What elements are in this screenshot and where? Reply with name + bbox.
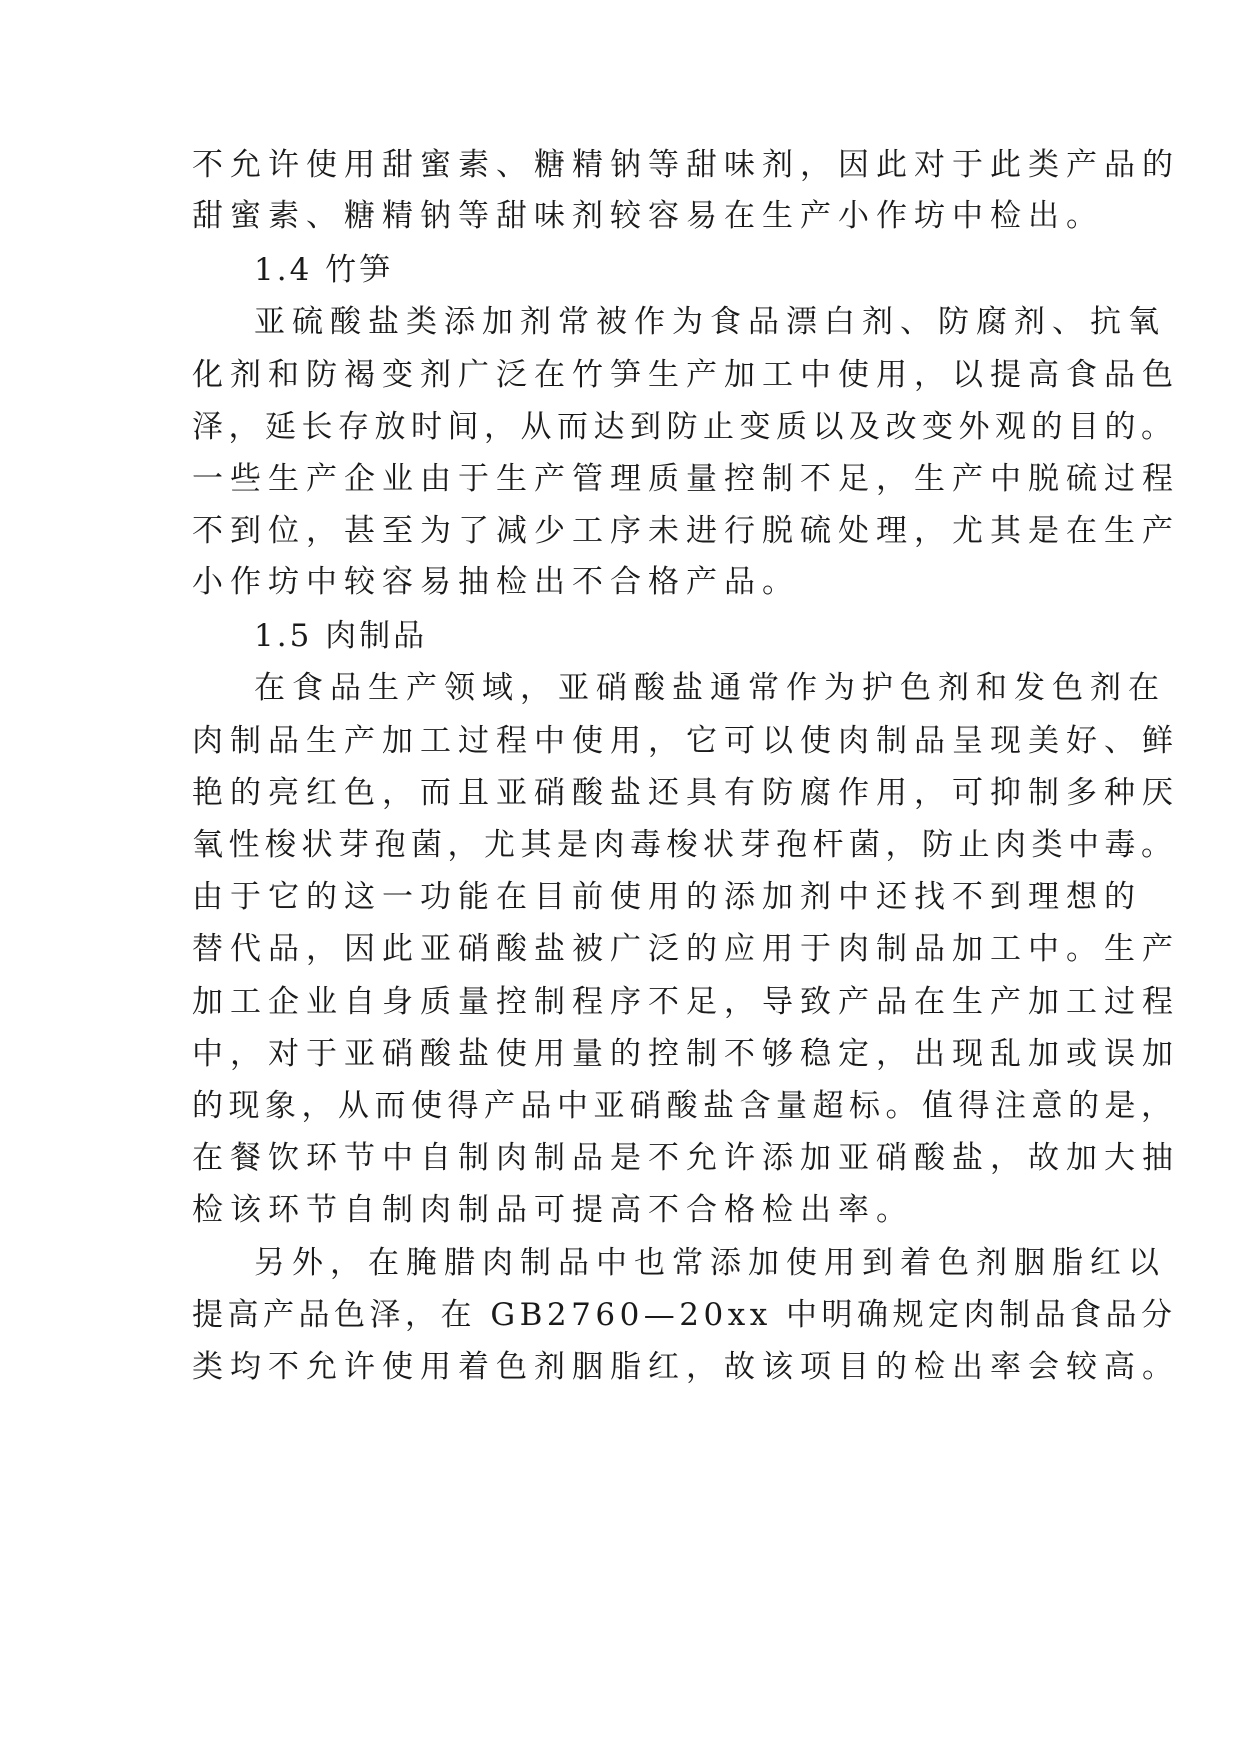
- paragraph-line: 提高产品色泽，在 GB2760—20xx 中明确规定肉制品食品分: [192, 1297, 1177, 1333]
- paragraph-line: 小作坊中较容易抽检出不合格产品。: [192, 564, 800, 600]
- paragraph-line: 氧性梭状芽孢菌，尤其是肉毒梭状芽孢杆菌，防止肉类中毒。: [192, 827, 1178, 863]
- paragraph-line: 中，对于亚硝酸盐使用量的控制不够稳定，出现乱加或误加: [192, 1036, 1180, 1072]
- paragraph-line: 类均不允许使用着色剂胭脂红，故该项目的检出率会较高。: [192, 1349, 1180, 1385]
- paragraph-line: 不允许使用甜蜜素、糖精钠等甜味剂，因此对于此类产品的: [192, 147, 1180, 183]
- paragraph-line: 在餐饮环节中自制肉制品是不允许添加亚硝酸盐，故加大抽: [192, 1140, 1180, 1176]
- paragraph-line: 化剂和防褐变剂广泛在竹笋生产加工中使用，以提高食品色: [192, 357, 1180, 393]
- paragraph-line: 由于它的这一功能在目前使用的添加剂中还找不到理想的: [192, 879, 1142, 915]
- paragraph-line: 的现象，从而使得产品中亚硝酸盐含量超标。值得注意的是，: [192, 1088, 1178, 1124]
- paragraph-line: 替代品，因此亚硝酸盐被广泛的应用于肉制品加工中。生产: [192, 931, 1180, 967]
- paragraph-line: 检该环节自制肉制品可提高不合格检出率。: [192, 1192, 914, 1228]
- paragraph-line: 泽，延长存放时间，从而达到防止变质以及改变外观的目的。: [192, 409, 1178, 445]
- paragraph-line: 在食品生产领域，亚硝酸盐通常作为护色剂和发色剂在: [254, 670, 1166, 706]
- paragraph-line: 不到位，甚至为了减少工序未进行脱硫处理，尤其是在生产: [192, 513, 1180, 549]
- paragraph-line: 亚硫酸盐类添加剂常被作为食品漂白剂、防腐剂、抗氧: [254, 304, 1166, 340]
- paragraph-line: 一些生产企业由于生产管理质量控制不足，生产中脱硫过程: [192, 461, 1180, 497]
- paragraph-line: 肉制品生产加工过程中使用，它可以使肉制品呈现美好、鲜: [192, 723, 1180, 759]
- paragraph-line: 加工企业自身质量控制程序不足，导致产品在生产加工过程: [192, 984, 1180, 1020]
- paragraph-line: 艳的亮红色，而且亚硝酸盐还具有防腐作用，可抑制多种厌: [192, 775, 1180, 811]
- paragraph-line: 另外，在腌腊肉制品中也常添加使用到着色剂胭脂红以: [254, 1245, 1166, 1281]
- section-heading-1-4: 1.4 竹笋: [254, 252, 394, 288]
- paragraph-line: 甜蜜素、糖精钠等甜味剂较容易在生产小作坊中检出。: [192, 198, 1104, 234]
- section-heading-1-5: 1.5 肉制品: [254, 618, 428, 654]
